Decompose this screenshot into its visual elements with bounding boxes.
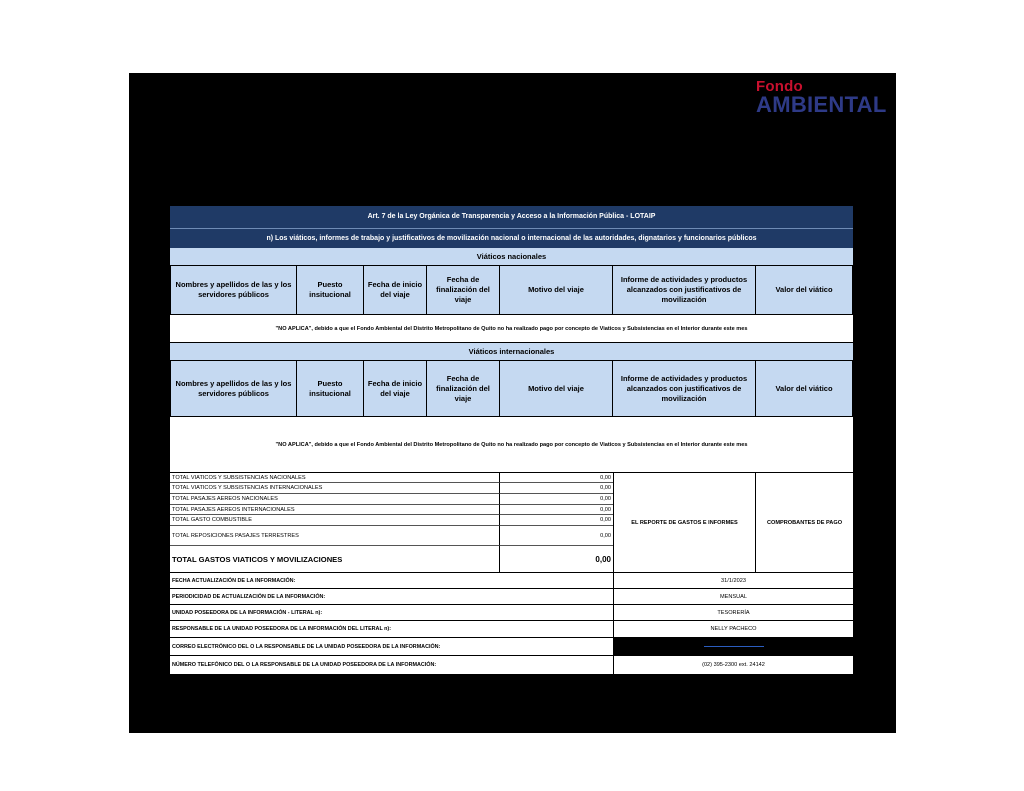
update-date: 31/1/2023 <box>613 573 853 589</box>
totals-block <box>170 473 853 573</box>
international-column-header-row <box>170 361 853 417</box>
total-value: 0,00 <box>499 515 613 526</box>
col-informe: Informe de actividades y productos alcanzados con justificativos de movilización <box>613 361 756 417</box>
responsible-name: NELLY PACHECO <box>613 621 853 638</box>
email-link[interactable] <box>613 638 853 656</box>
national-heading-row <box>170 248 853 266</box>
national-note-row <box>170 315 853 343</box>
table-subtitle-row <box>170 228 853 248</box>
national-note: "NO APLICA", debido a que el Fondo Ambiental del Distrito Metropolitano de Quito no ha realizado pago por concepto de Viaticos y Subsistencias en el Interior durante este mes <box>275 325 748 332</box>
metadata-block <box>170 573 853 675</box>
total-value: 0,00 <box>499 526 613 546</box>
total-label: TOTAL VIATICOS Y SUBSISTENCIAS NACIONALES <box>170 473 499 483</box>
col-fecha-inicio: Fecha de inicio del viaje <box>364 266 427 315</box>
receipts-label: COMPROBANTES DE PAGO <box>756 473 853 573</box>
international-note-row <box>170 417 853 473</box>
report-label: EL REPORTE DE GASTOS E INFORMES <box>613 473 756 573</box>
total-value: 0,00 <box>499 494 613 505</box>
col-fecha-inicio: Fecha de inicio del viaje <box>364 361 427 417</box>
email-link-underline <box>704 646 764 647</box>
col-puesto: Puesto insitucional <box>297 266 364 315</box>
total-label: TOTAL GASTO COMBUSTIBLE <box>170 515 499 526</box>
meta-label: FECHA ACTUALIZACIÓN DE LA INFORMACIÓN: <box>170 573 613 589</box>
meta-label: RESPONSABLE DE LA UNIDAD POSEEDORA DE LA INFORMACIÓN DEL LITERAL n): <box>170 621 613 638</box>
col-motivo: Motivo del viaje <box>500 266 613 315</box>
logo-line-2: AMBIENTAL <box>756 92 887 117</box>
col-informe: Informe de actividades y productos alcanzados con justificativos de movilización <box>613 266 756 315</box>
international-heading-row <box>170 343 853 361</box>
total-label: TOTAL REPOSICIONES PASAJES TERRESTRES <box>170 526 499 546</box>
total-value: 0,00 <box>499 505 613 515</box>
total-label: TOTAL PASAJES AEREOS NACIONALES <box>170 494 499 505</box>
col-valor: Valor del viático <box>756 361 853 417</box>
meta-label: PERIODICIDAD DE ACTUALIZACIÓN DE LA INFORMACIÓN: <box>170 589 613 605</box>
international-note: "NO APLICA", debido a que el Fondo Ambiental del Distrito Metropolitano de Quito no ha realizado pago por concepto de Viaticos y Subsistencias en el Interior durante este mes <box>275 441 748 448</box>
meta-label: NÚMERO TELEFÓNICO DEL O LA RESPONSABLE DE LA UNIDAD POSEEDORA DE LA INFORMACIÓN: <box>170 656 613 675</box>
col-nombres: Nombres y apellidos de las y los servidores públicos <box>170 266 297 315</box>
grand-total-value: 0,00 <box>499 546 613 573</box>
table-title-row <box>170 206 853 228</box>
meta-label: CORREO ELECTRÓNICO DEL O LA RESPONSABLE DE LA UNIDAD POSEEDORA DE LA INFORMACIÓN: <box>170 638 613 656</box>
total-label: TOTAL PASAJES AEREOS INTERNACIONALES <box>170 505 499 515</box>
holding-unit: TESORERÍA <box>613 605 853 621</box>
col-fecha-fin: Fecha de finalización del viaje <box>427 361 500 417</box>
col-nombres: Nombres y apellidos de las y los servidores públicos <box>170 361 297 417</box>
logo-line-1: Fondo <box>756 78 803 95</box>
total-label: TOTAL VIATICOS Y SUBSISTENCIAS INTERNACIONALES <box>170 483 499 494</box>
national-heading: Viáticos nacionales <box>476 252 547 261</box>
phone-number: (02) 395-2300 ext. 24142 <box>613 656 853 675</box>
col-valor: Valor del viático <box>756 266 853 315</box>
col-puesto: Puesto insitucional <box>297 361 364 417</box>
table-subtitle: n) Los viáticos, informes de trabajo y justificativos de movilización nacional o internacional de las autoridades, dignatarios y funcionarios públicos <box>266 235 757 242</box>
col-motivo: Motivo del viaje <box>500 361 613 417</box>
update-frequency: MENSUAL <box>613 589 853 605</box>
table-title: Art. 7 de la Ley Orgánica de Transparencia y Acceso a la Información Pública - LOTAIP <box>367 213 656 220</box>
col-fecha-fin: Fecha de finalización del viaje <box>427 266 500 315</box>
fondo-ambiental-logo <box>756 78 890 118</box>
total-value: 0,00 <box>499 473 613 483</box>
total-value: 0,00 <box>499 483 613 494</box>
international-heading: Viáticos internacionales <box>468 347 555 356</box>
meta-label: UNIDAD POSEEDORA DE LA INFORMACIÓN - LITERAL n): <box>170 605 613 621</box>
viaticos-table <box>170 206 853 675</box>
grand-total-label: TOTAL GASTOS VIATICOS Y MOVILIZACIONES <box>170 546 499 573</box>
national-column-header-row <box>170 266 853 315</box>
